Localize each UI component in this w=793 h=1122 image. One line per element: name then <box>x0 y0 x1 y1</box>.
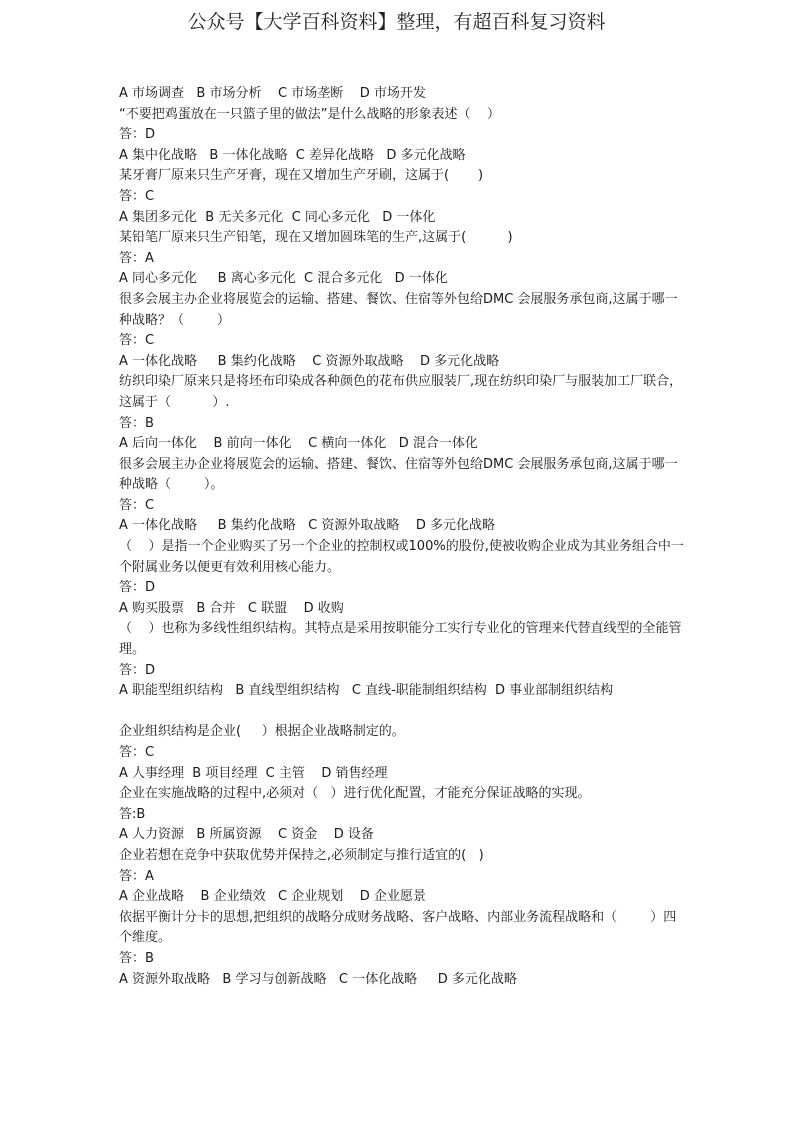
text-line: 某牙膏厂原来只生产牙膏，现在又增加生产牙刷，这属于( ) <box>119 168 484 184</box>
text-line: A 同心多元化 B 离心多元化 C 混合多元化 D 一体化 <box>119 271 448 287</box>
text-line: 答：B <box>119 415 154 431</box>
text-line: A 一体化战略 B 集约化战略 C 资源外取战略 D 多元化战略 <box>119 518 496 534</box>
text-line: （ ）是指一个企业购买了另一个企业的控制权或100%的股份,使被收购企业成为其业务组合中一个附属业务以便更有效利用核心能力。 <box>119 539 684 575</box>
text-line: A 企业战略 B 企业绩效 C 企业规划 D 企业愿景 <box>119 889 426 905</box>
page-header: 公众号【大学百科资料】整理，有超百科复习资料 <box>187 11 606 33</box>
text-line: 很多会展主办企业将展览会的运输、搭建、餐饮、住宿等外包给DMC 会展服务承包商,这属于哪一种战略（ ）。 <box>119 456 678 493</box>
text-line: 企业组织结构是企业( ）根据企业战略制定的。 <box>119 724 405 740</box>
text-line: 答：C <box>119 497 155 513</box>
blank-line <box>119 702 684 723</box>
text-line: A 市场调查 B 市场分析 C 市场垄断 D 市场开发 <box>119 86 426 101</box>
text-line: A 人事经理 B 项目经理 C 主管 D 销售经理 <box>119 765 388 781</box>
text-line: 答：C <box>119 745 155 760</box>
text-line: 答:B <box>119 806 146 822</box>
text-line: （ ）也称为多线性组织结构。其特点是采用按职能分工实行专业化的管理来代替直线型的全能管理。 <box>119 621 682 658</box>
text-line: 答：D <box>119 580 156 596</box>
text-line: A 集中化战略 B 一体化战略 C 差异化战略 D 多元化战略 <box>119 147 466 163</box>
text-line: 答：C <box>119 333 155 349</box>
text-line: 答：B <box>119 950 154 966</box>
text-line: 答：C <box>119 188 155 204</box>
text-line: 企业在实施战略的过程中,必须对（ ）进行优化配置，才能充分保证战略的实现。 <box>119 786 591 802</box>
text-line: 依据平衡计分卡的思想,把组织的战略分成财务战略、客户战略、内部业务流程战略和（ ）四个维度。 <box>119 909 677 946</box>
text-line: 纺织印染厂原来只是将坯布印染成各种颜色的花布供应服装厂,现在纺织印染厂与服装加工厂联合，这属于（ ）. <box>119 374 683 410</box>
text-line: 答：D <box>119 662 156 678</box>
text-line: A 职能型组织结构 B 直线型组织结构 C 直线-职能制组织结构 D 事业部制组织结构 <box>119 683 614 699</box>
text-line: A 后向一体化 B 前向一体化 C 横向一体化 D 混合一体化 <box>119 436 478 452</box>
text-line: A 人力资源 B 所属资源 C 资金 D 设备 <box>119 827 374 843</box>
text-line: A 资源外取战略 B 学习与创新战略 C 一体化战略 D 多元化战略 <box>119 971 517 987</box>
text-line: 答：A <box>119 250 154 266</box>
text-line: 答：D <box>119 127 156 143</box>
text-line: 某铅笔厂原来只生产铅笔，现在又增加圆珠笔的生产,这属于( ) <box>119 230 513 246</box>
text-line: 很多会展主办企业将展览会的运输、搭建、餐饮、住宿等外包给DMC 会展服务承包商,这属于哪一种战略？（ ） <box>119 291 678 328</box>
text-line: A 购买股票 B 合并 C 联盟 D 收购 <box>119 600 344 616</box>
text-line: “不要把鸡蛋放在一只篮子里的做法”是什么战略的形象表述（ ） <box>119 106 500 122</box>
text-line: 答：A <box>119 868 154 884</box>
text-line: A 集团多元化 B 无关多元化 C 同心多元化 D 一体化 <box>119 209 436 225</box>
text-line: 企业若想在竞争中获取优势并保持之,必须制定与推行适宜的( ) <box>119 847 484 863</box>
document-body <box>119 84 684 990</box>
text-line: A 一体化战略 B 集约化战略 C 资源外取战略 D 多元化战略 <box>119 353 500 369</box>
